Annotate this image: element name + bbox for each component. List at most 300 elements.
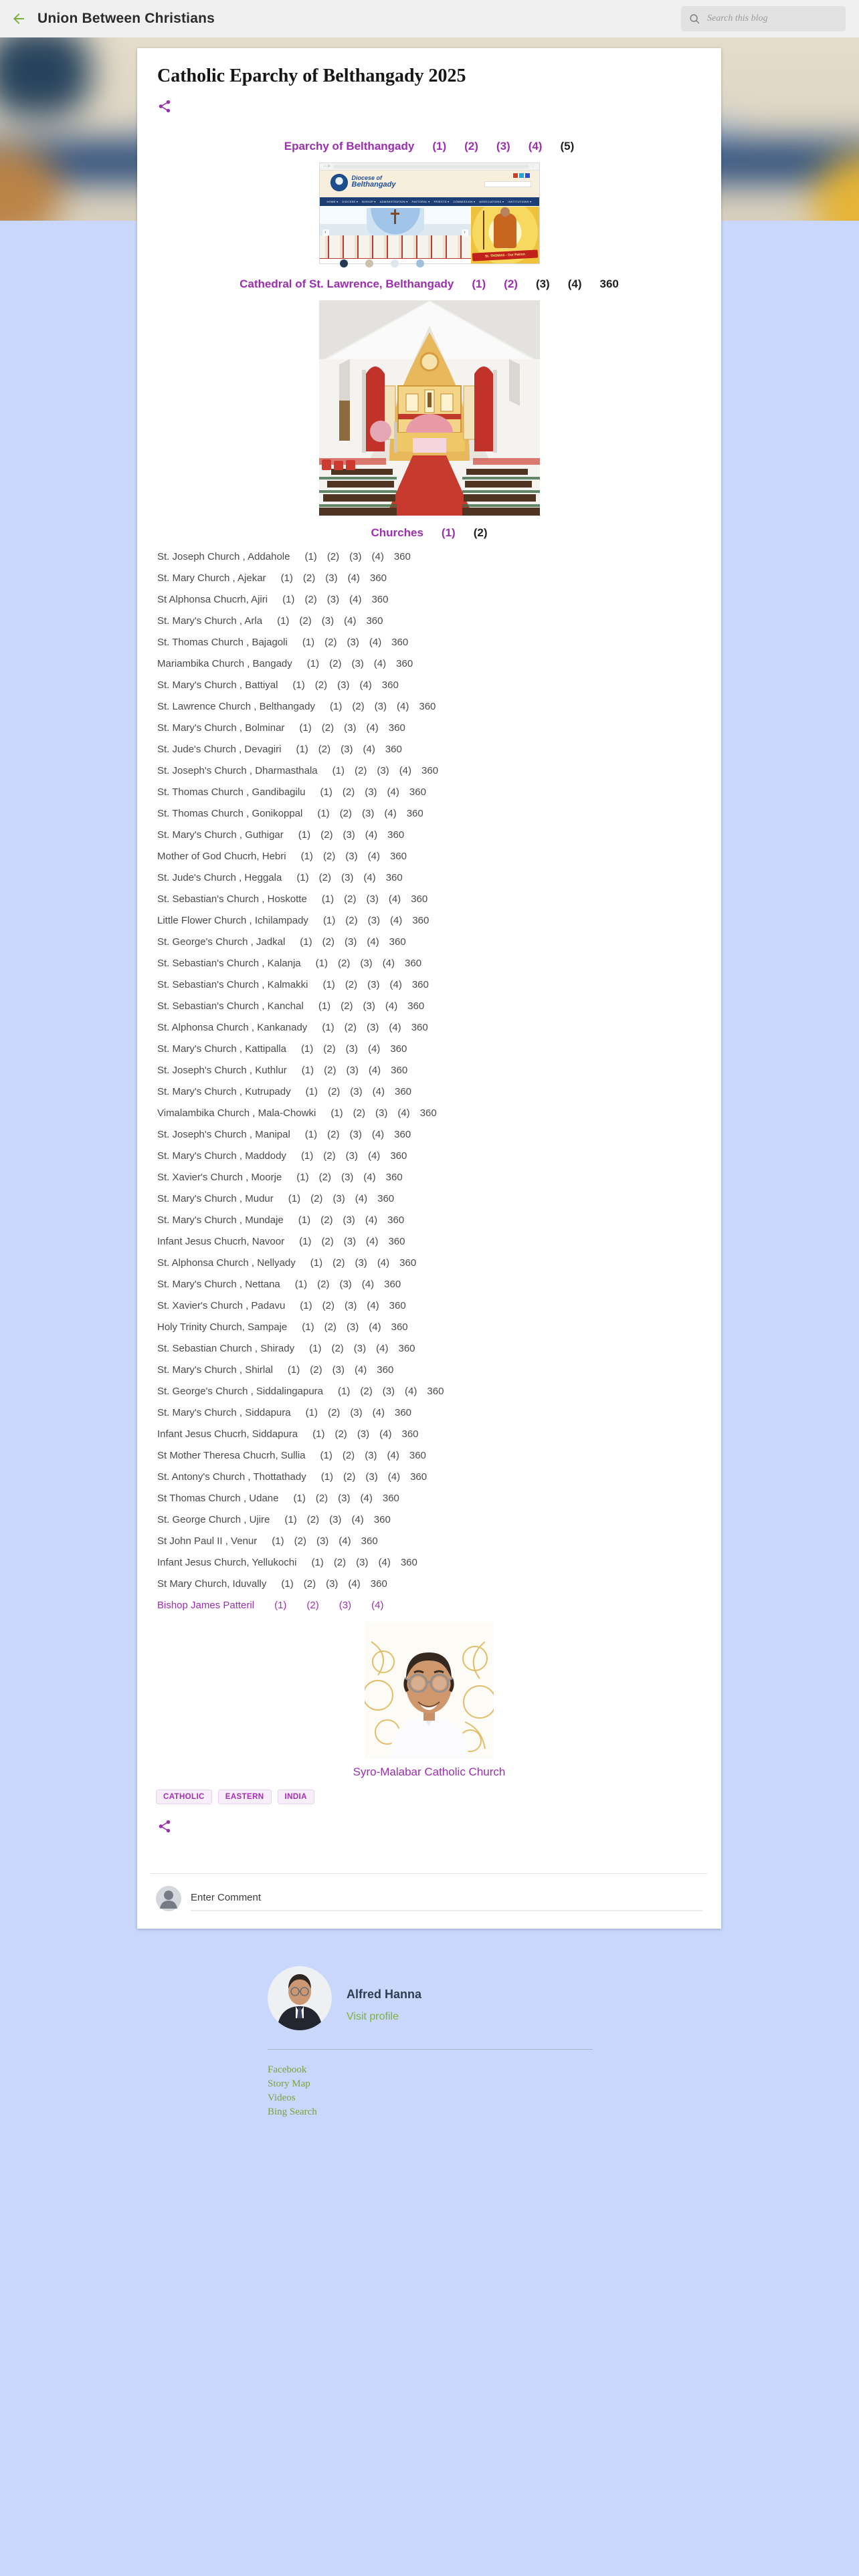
church-numbered-link[interactable]: (4) bbox=[389, 915, 403, 926]
church-numbered-link[interactable]: (4) bbox=[371, 1129, 385, 1140]
church-numbered-link[interactable]: (1) bbox=[294, 1279, 308, 1290]
church-numbered-link[interactable]: (1) bbox=[321, 893, 335, 905]
church-numbered-link[interactable]: 360 bbox=[361, 1535, 378, 1547]
church-numbered-link[interactable]: (4) bbox=[365, 829, 378, 841]
church-numbered-link[interactable]: (1) bbox=[330, 1107, 343, 1119]
church-numbered-link[interactable]: 360 bbox=[366, 615, 383, 627]
church-row bbox=[157, 782, 721, 803]
church-numbered-link[interactable]: (2) bbox=[327, 1086, 341, 1097]
church-numbered-link[interactable]: 360 bbox=[384, 1279, 401, 1290]
church-numbered-link[interactable]: (4) bbox=[376, 1343, 389, 1354]
church-numbered-link[interactable]: (3) bbox=[365, 1471, 378, 1483]
church-numbered-link[interactable]: (2) bbox=[352, 701, 365, 712]
church-numbered-link[interactable]: (4) bbox=[373, 658, 387, 669]
church-numbered-link[interactable]: (2) bbox=[332, 1257, 345, 1269]
eparchy-website-screenshot-image[interactable] bbox=[319, 163, 540, 264]
church-numbered-link[interactable]: (2) bbox=[314, 679, 328, 691]
church-numbered-link[interactable]: 360 bbox=[390, 1150, 407, 1162]
footer-link-facebook[interactable]: Facebook bbox=[268, 2064, 307, 2075]
church-numbered-link[interactable]: (1) bbox=[282, 594, 295, 605]
church-numbered-link[interactable]: (1) bbox=[317, 808, 330, 819]
church-numbered-link[interactable]: (2) bbox=[344, 893, 357, 905]
social-icons bbox=[513, 173, 530, 178]
church-numbered-link[interactable]: (1) bbox=[296, 1172, 309, 1183]
church-numbered-link[interactable]: (4) bbox=[388, 893, 401, 905]
church-numbered-link[interactable]: 360 bbox=[398, 1343, 415, 1354]
church-row bbox=[157, 1402, 721, 1424]
church-numbered-link[interactable]: (2) bbox=[327, 1129, 340, 1140]
church-numbered-link[interactable]: (2) bbox=[355, 765, 367, 776]
church-numbered-link[interactable]: 360 bbox=[387, 829, 405, 841]
bishop-numbered-link[interactable]: (1) bbox=[274, 1600, 287, 1611]
church-numbered-link[interactable]: (3) bbox=[321, 615, 335, 627]
church-numbered-link[interactable]: (1) bbox=[310, 1257, 323, 1269]
numbered-link[interactable]: (2) bbox=[464, 140, 478, 152]
church-numbered-link[interactable]: (2) bbox=[323, 1150, 336, 1162]
church-numbered-link[interactable]: (1) bbox=[280, 572, 293, 584]
numbered-link[interactable]: (4) bbox=[567, 278, 582, 290]
church-numbered-link[interactable]: (4) bbox=[355, 1193, 368, 1204]
church-numbered-link[interactable]: (3) bbox=[343, 1214, 355, 1226]
church-numbered-link[interactable]: 360 bbox=[394, 1086, 412, 1097]
back-button[interactable] bbox=[5, 5, 32, 32]
church-numbered-link[interactable]: (1) bbox=[322, 1022, 335, 1033]
church-numbered-link[interactable]: (2) bbox=[344, 1022, 357, 1033]
church-numbered-link[interactable]: (3) bbox=[375, 1107, 388, 1119]
church-row bbox=[157, 932, 721, 953]
church-numbered-link[interactable]: (3) bbox=[353, 1343, 367, 1354]
church-numbered-link[interactable]: (4) bbox=[363, 1172, 376, 1183]
bishop-link[interactable]: Bishop James Patteril bbox=[157, 1600, 255, 1611]
church-numbered-link[interactable]: (2) bbox=[318, 872, 331, 883]
search-box[interactable] bbox=[681, 6, 846, 31]
church-numbered-link[interactable]: 360 bbox=[419, 1107, 437, 1119]
church-numbered-link[interactable]: (4) bbox=[397, 701, 409, 712]
church-numbered-link[interactable]: (3) bbox=[341, 744, 353, 755]
website-search-field bbox=[484, 181, 531, 187]
church-numbered-link[interactable]: (1) bbox=[320, 1471, 334, 1483]
church-numbered-link[interactable]: (4) bbox=[367, 1043, 381, 1055]
numbered-link[interactable]: (2) bbox=[504, 278, 518, 290]
church-numbered-link[interactable]: (1) bbox=[287, 1364, 300, 1376]
church-numbered-link[interactable]: (3) bbox=[355, 1257, 367, 1269]
church-numbered-link[interactable]: (1) bbox=[300, 1043, 314, 1055]
church-numbered-link[interactable]: (1) bbox=[277, 615, 290, 627]
church-numbered-link[interactable]: (1) bbox=[300, 851, 313, 862]
church-numbered-link[interactable]: (1) bbox=[306, 658, 320, 669]
church-numbered-link[interactable]: 360 bbox=[381, 679, 399, 691]
church-numbered-link[interactable]: (2) bbox=[329, 658, 342, 669]
church-numbered-link[interactable]: (4) bbox=[367, 936, 379, 948]
church-numbered-link[interactable]: 360 bbox=[389, 1300, 406, 1311]
church-numbered-link[interactable]: (2) bbox=[324, 1065, 337, 1076]
church-numbered-link[interactable]: (2) bbox=[324, 637, 337, 648]
church-numbered-link[interactable]: 360 bbox=[400, 1557, 417, 1568]
church-numbered-link[interactable]: (4) bbox=[348, 1578, 361, 1590]
church-numbered-link[interactable]: (2) bbox=[302, 572, 316, 584]
cathedral-photo[interactable] bbox=[319, 300, 540, 516]
church-numbered-link[interactable]: (4) bbox=[384, 808, 397, 819]
church-numbered-link[interactable]: (3) bbox=[356, 1557, 369, 1568]
church-numbered-link[interactable]: 360 bbox=[399, 1257, 417, 1269]
church-numbered-link[interactable]: 360 bbox=[391, 1321, 408, 1333]
church-numbered-link[interactable]: (2) bbox=[321, 722, 335, 734]
church-row bbox=[157, 1146, 721, 1167]
website-nav-item: COMMISSION ▾ bbox=[453, 200, 476, 203]
church-numbered-link[interactable]: (1) bbox=[305, 1086, 318, 1097]
church-numbered-link[interactable]: (3) bbox=[357, 1428, 370, 1440]
church-numbered-link[interactable]: (3) bbox=[344, 1300, 357, 1311]
church-numbered-link[interactable]: 360 bbox=[390, 1043, 407, 1055]
church-numbered-link[interactable]: (2) bbox=[322, 936, 335, 948]
church-numbered-link[interactable]: (1) bbox=[311, 1557, 324, 1568]
church-numbered-link[interactable]: (1) bbox=[305, 1407, 318, 1418]
church-numbered-link[interactable]: 360 bbox=[401, 1428, 419, 1440]
church-numbered-link[interactable]: (4) bbox=[371, 551, 384, 562]
numbered-link[interactable]: (2) bbox=[473, 526, 488, 539]
church-numbered-link[interactable]: (2) bbox=[326, 551, 340, 562]
church-numbered-link[interactable]: (4) bbox=[377, 1257, 390, 1269]
church-numbered-link[interactable]: 360 bbox=[387, 1214, 405, 1226]
numbered-link[interactable]: (1) bbox=[441, 526, 456, 539]
church-numbered-link[interactable]: (4) bbox=[397, 1107, 410, 1119]
church-numbered-link[interactable]: (3) bbox=[363, 1000, 375, 1012]
church-numbered-link[interactable]: (3) bbox=[343, 1236, 357, 1247]
church-numbered-link[interactable]: (1) bbox=[272, 1535, 284, 1547]
church-numbered-link[interactable]: (1) bbox=[296, 872, 309, 883]
numbered-link[interactable]: (5) bbox=[560, 140, 575, 152]
church-numbered-link[interactable]: (3) bbox=[367, 979, 380, 990]
church-numbered-link[interactable]: (1) bbox=[288, 1193, 301, 1204]
church-name: St. Lawrence Church , Belthangady bbox=[157, 701, 315, 712]
heading-link-churches[interactable]: Churches bbox=[371, 526, 423, 539]
church-numbered-link[interactable]: (2) bbox=[345, 915, 358, 926]
church-numbered-link[interactable]: (2) bbox=[322, 851, 336, 862]
author-avatar[interactable] bbox=[268, 1966, 332, 2030]
church-numbered-link[interactable]: (2) bbox=[341, 1000, 353, 1012]
website-nav-item: INSTITUTIONS ▾ bbox=[508, 200, 532, 203]
church-numbered-link[interactable]: (1) bbox=[300, 1150, 314, 1162]
church-numbered-link[interactable]: (4) bbox=[385, 1000, 398, 1012]
church-numbered-link[interactable]: (2) bbox=[331, 1343, 344, 1354]
church-numbered-link[interactable]: (4) bbox=[389, 1022, 401, 1033]
church-numbered-link[interactable]: (4) bbox=[369, 1321, 381, 1333]
church-numbered-link[interactable]: (2) bbox=[323, 1043, 336, 1055]
church-numbered-link[interactable]: (1) bbox=[315, 958, 328, 969]
share-button[interactable] bbox=[157, 99, 172, 116]
church-numbered-link[interactable]: (3) bbox=[345, 1043, 358, 1055]
church-numbered-link[interactable]: (3) bbox=[362, 808, 375, 819]
church-numbered-link[interactable]: 360 bbox=[421, 765, 439, 776]
church-numbered-link[interactable]: (4) bbox=[368, 1065, 381, 1076]
church-numbered-link[interactable]: 360 bbox=[393, 551, 411, 562]
church-numbered-link[interactable]: 360 bbox=[369, 572, 387, 584]
church-numbered-link[interactable]: 360 bbox=[411, 893, 428, 905]
church-numbered-link[interactable]: 360 bbox=[427, 1386, 444, 1397]
church-numbered-link[interactable]: (4) bbox=[405, 1386, 417, 1397]
label-chip-india[interactable]: INDIA bbox=[278, 1790, 314, 1804]
church-numbered-link[interactable]: 360 bbox=[371, 594, 389, 605]
church-numbered-link[interactable]: (1) bbox=[299, 1236, 312, 1247]
church-numbered-link[interactable]: (2) bbox=[324, 1321, 337, 1333]
church-numbered-link[interactable]: (1) bbox=[300, 936, 312, 948]
church-numbered-link[interactable]: (4) bbox=[369, 637, 382, 648]
numbered-link[interactable]: (1) bbox=[472, 278, 486, 290]
church-numbered-link[interactable]: 360 bbox=[412, 915, 430, 926]
church-numbered-link[interactable]: (3) bbox=[345, 851, 358, 862]
church-name: St. Thomas Church , Gonikoppal bbox=[157, 808, 303, 819]
church-numbered-link[interactable]: 360 bbox=[411, 1022, 428, 1033]
church-numbered-link[interactable]: (4) bbox=[367, 1150, 381, 1162]
church-numbered-link[interactable]: (2) bbox=[321, 1236, 334, 1247]
church-numbered-link[interactable]: (3) bbox=[344, 936, 357, 948]
church-numbered-link[interactable]: 360 bbox=[391, 1065, 408, 1076]
church-numbered-link[interactable]: (4) bbox=[366, 1236, 379, 1247]
church-numbered-link[interactable]: 360 bbox=[394, 1129, 411, 1140]
church-numbered-link[interactable]: 360 bbox=[385, 744, 402, 755]
church-numbered-link[interactable]: (4) bbox=[399, 765, 412, 776]
church-row bbox=[157, 718, 721, 739]
church-numbered-link[interactable]: (2) bbox=[320, 1214, 333, 1226]
church-numbered-link[interactable]: (2) bbox=[343, 1471, 356, 1483]
church-numbered-link[interactable]: (4) bbox=[367, 851, 380, 862]
church-numbered-link[interactable]: 360 bbox=[385, 1172, 403, 1183]
church-numbered-link[interactable]: (3) bbox=[341, 1172, 354, 1183]
church-numbered-link[interactable]: (1) bbox=[309, 1343, 322, 1354]
church-numbered-link[interactable]: (3) bbox=[365, 1450, 377, 1461]
church-numbered-link[interactable]: (3) bbox=[346, 1065, 359, 1076]
church-numbered-link[interactable]: (2) bbox=[303, 1578, 316, 1590]
church-numbered-link[interactable]: (4) bbox=[361, 1279, 375, 1290]
church-numbered-link[interactable]: (4) bbox=[389, 979, 402, 990]
church-numbered-link[interactable]: (4) bbox=[359, 679, 372, 691]
church-numbered-link[interactable]: (4) bbox=[349, 594, 362, 605]
church-numbered-link[interactable]: (3) bbox=[350, 1086, 363, 1097]
church-numbered-link[interactable]: (4) bbox=[354, 1364, 367, 1376]
church-numbered-link[interactable]: (3) bbox=[374, 701, 387, 712]
church-numbered-link[interactable]: 360 bbox=[382, 1493, 399, 1504]
church-numbered-link[interactable]: (2) bbox=[353, 1107, 365, 1119]
church-numbered-link[interactable]: (4) bbox=[344, 615, 357, 627]
church-numbered-link[interactable]: (1) bbox=[302, 637, 315, 648]
church-numbered-link[interactable]: (4) bbox=[372, 1086, 385, 1097]
church-numbered-link[interactable]: (1) bbox=[299, 722, 312, 734]
church-numbered-link[interactable]: (1) bbox=[329, 701, 343, 712]
church-numbered-link[interactable]: (2) bbox=[310, 1364, 322, 1376]
bishop-numbered-link[interactable]: (3) bbox=[339, 1600, 352, 1611]
church-name: Infant Jesus Chucrh, Navoor bbox=[157, 1236, 285, 1247]
church-numbered-link[interactable]: 360 bbox=[377, 1364, 394, 1376]
church-numbered-link[interactable]: (2) bbox=[360, 1386, 373, 1397]
church-numbered-link[interactable]: (3) bbox=[343, 829, 355, 841]
church-numbered-link[interactable]: 360 bbox=[389, 851, 407, 862]
church-numbered-link[interactable]: (3) bbox=[351, 658, 364, 669]
church-numbered-link[interactable]: (4) bbox=[372, 1407, 385, 1418]
church-numbered-link[interactable]: (1) bbox=[322, 915, 336, 926]
blog-title[interactable]: Union Between Christians bbox=[37, 11, 215, 26]
church-numbered-link[interactable]: (3) bbox=[349, 551, 362, 562]
church-numbered-link[interactable]: (3) bbox=[366, 893, 379, 905]
church-numbered-link[interactable]: (1) bbox=[298, 1214, 311, 1226]
church-numbered-link[interactable]: (1) bbox=[281, 1578, 294, 1590]
church-numbered-link[interactable]: 360 bbox=[405, 958, 422, 969]
church-numbered-link[interactable]: (3) bbox=[350, 1407, 363, 1418]
church-numbered-link[interactable]: (3) bbox=[365, 786, 377, 798]
church-numbered-link[interactable]: (4) bbox=[367, 1300, 379, 1311]
church-numbered-link[interactable]: (2) bbox=[345, 979, 358, 990]
church-numbered-link[interactable]: (3) bbox=[332, 1193, 345, 1204]
church-numbered-link[interactable]: 360 bbox=[411, 979, 429, 990]
church-row bbox=[157, 1060, 721, 1081]
heading-link-eparchy[interactable]: Eparchy of Belthangady bbox=[284, 140, 415, 152]
church-numbered-link[interactable]: (2) bbox=[304, 594, 317, 605]
footer-link-videos[interactable]: Videos bbox=[268, 2092, 296, 2103]
church-row bbox=[157, 1231, 721, 1253]
numbered-link[interactable]: (1) bbox=[432, 140, 447, 152]
church-numbered-link[interactable]: (4) bbox=[387, 1471, 401, 1483]
church-numbered-link[interactable]: (2) bbox=[338, 958, 351, 969]
church-numbered-link[interactable]: (1) bbox=[338, 1386, 351, 1397]
church-numbered-link[interactable]: (1) bbox=[302, 1321, 314, 1333]
church-numbered-link[interactable]: (3) bbox=[339, 1279, 352, 1290]
church-numbered-link[interactable]: (1) bbox=[320, 1450, 332, 1461]
church-numbered-link[interactable]: (1) bbox=[293, 1493, 306, 1504]
church-numbered-link[interactable]: (4) bbox=[347, 572, 360, 584]
church-numbered-link[interactable]: (2) bbox=[320, 829, 333, 841]
church-numbered-link[interactable]: (3) bbox=[325, 572, 338, 584]
church-numbered-link[interactable]: (4) bbox=[382, 958, 395, 969]
church-numbered-link[interactable]: 360 bbox=[385, 872, 403, 883]
label-chip-eastern[interactable]: EASTERN bbox=[218, 1790, 272, 1804]
numbered-link[interactable]: (3) bbox=[535, 278, 550, 290]
church-numbered-link[interactable]: 360 bbox=[377, 1193, 395, 1204]
church-row bbox=[157, 846, 721, 867]
church-numbered-link[interactable]: (3) bbox=[332, 1364, 345, 1376]
church-numbered-link[interactable]: (4) bbox=[363, 872, 376, 883]
church-numbered-link[interactable]: (4) bbox=[365, 1214, 378, 1226]
church-numbered-link[interactable]: (2) bbox=[339, 808, 353, 819]
heading-link-cathedral[interactable]: Cathedral of St. Lawrence, Belthangady bbox=[240, 278, 454, 290]
numbered-link[interactable]: (4) bbox=[528, 140, 543, 152]
church-numbered-link[interactable]: (1) bbox=[318, 1000, 331, 1012]
church-numbered-link[interactable]: (2) bbox=[318, 744, 331, 755]
church-numbered-link[interactable]: (3) bbox=[345, 1150, 358, 1162]
church-numbered-link[interactable]: 360 bbox=[389, 936, 406, 948]
bishop-numbered-link[interactable]: (4) bbox=[371, 1600, 384, 1611]
church-numbered-link[interactable]: (1) bbox=[301, 1065, 314, 1076]
bishop-photo[interactable] bbox=[365, 1622, 494, 1759]
church-numbered-link[interactable]: (2) bbox=[342, 786, 355, 798]
church-numbered-link[interactable]: (4) bbox=[379, 1428, 392, 1440]
church-numbered-link[interactable]: (3) bbox=[341, 872, 354, 883]
footer-link-story-map[interactable]: Story Map bbox=[268, 2078, 310, 2089]
church-numbered-link[interactable]: (4) bbox=[360, 1493, 373, 1504]
numbered-link[interactable]: (3) bbox=[496, 140, 510, 152]
website-icon-strip bbox=[320, 259, 471, 263]
church-numbered-link[interactable]: (2) bbox=[310, 1193, 323, 1204]
church-numbered-link[interactable]: (2) bbox=[315, 1493, 328, 1504]
church-numbered-link[interactable]: (1) bbox=[332, 765, 345, 776]
church-numbered-link[interactable]: (3) bbox=[337, 679, 350, 691]
church-numbered-link[interactable]: 360 bbox=[395, 1407, 412, 1418]
church-numbered-link[interactable]: (3) bbox=[367, 915, 380, 926]
church-numbered-link[interactable]: (3) bbox=[329, 1514, 342, 1525]
church-numbered-link[interactable]: (1) bbox=[284, 1514, 297, 1525]
church-numbered-link[interactable]: (2) bbox=[322, 1300, 335, 1311]
comment-input[interactable]: Enter Comment bbox=[191, 1887, 702, 1911]
church-numbered-link[interactable]: 360 bbox=[410, 1471, 427, 1483]
church-numbered-link[interactable]: (1) bbox=[312, 1428, 325, 1440]
church-numbered-link[interactable]: (2) bbox=[327, 1407, 341, 1418]
church-numbered-link[interactable]: 360 bbox=[388, 1236, 405, 1247]
bishop-numbered-link[interactable]: (2) bbox=[306, 1600, 319, 1611]
church-numbered-link[interactable]: (2) bbox=[333, 1557, 347, 1568]
church-numbered-link[interactable]: 360 bbox=[419, 701, 436, 712]
church-numbered-link[interactable]: 360 bbox=[370, 1578, 387, 1590]
church-numbered-link[interactable]: (1) bbox=[320, 786, 332, 798]
church-numbered-link[interactable]: (3) bbox=[346, 1321, 359, 1333]
church-numbered-link[interactable]: 360 bbox=[407, 1000, 425, 1012]
church-numbered-link[interactable]: (3) bbox=[349, 1129, 362, 1140]
numbered-link[interactable]: 360 bbox=[599, 278, 619, 290]
church-numbered-link[interactable]: (4) bbox=[366, 722, 379, 734]
church-numbered-link[interactable]: 360 bbox=[409, 786, 426, 798]
church-numbered-link[interactable]: 360 bbox=[388, 722, 405, 734]
church-numbered-link[interactable]: (4) bbox=[387, 1450, 399, 1461]
church-numbered-link[interactable]: (4) bbox=[339, 1535, 351, 1547]
church-numbered-link[interactable]: (4) bbox=[387, 786, 399, 798]
church-numbered-link[interactable]: (1) bbox=[292, 679, 305, 691]
church-numbered-link[interactable]: (1) bbox=[298, 829, 311, 841]
church-numbered-link[interactable]: 360 bbox=[396, 658, 413, 669]
church-numbered-link[interactable]: (1) bbox=[296, 744, 308, 755]
church-numbered-link[interactable]: (3) bbox=[377, 765, 389, 776]
church-numbered-link[interactable]: (3) bbox=[344, 722, 357, 734]
church-numbered-link[interactable]: (2) bbox=[306, 1514, 320, 1525]
label-chip-catholic[interactable]: CATHOLIC bbox=[156, 1790, 212, 1804]
church-numbered-link[interactable]: (3) bbox=[326, 594, 340, 605]
church-numbered-link[interactable]: (2) bbox=[317, 1279, 330, 1290]
church-numbered-link[interactable]: (4) bbox=[351, 1514, 364, 1525]
church-numbered-link[interactable]: (3) bbox=[382, 1386, 395, 1397]
visit-profile-link[interactable]: Visit profile bbox=[347, 2011, 399, 2022]
church-numbered-link[interactable]: 360 bbox=[406, 808, 423, 819]
church-numbered-link[interactable]: (1) bbox=[304, 551, 317, 562]
church-numbered-link[interactable]: (3) bbox=[360, 958, 373, 969]
share-button-bottom[interactable] bbox=[157, 1819, 172, 1836]
church-numbered-link[interactable]: 360 bbox=[373, 1514, 391, 1525]
church-numbered-link[interactable]: (2) bbox=[335, 1428, 347, 1440]
church-numbered-link[interactable]: (3) bbox=[347, 637, 359, 648]
church-numbered-link[interactable]: (3) bbox=[326, 1578, 339, 1590]
church-numbered-link[interactable]: 360 bbox=[391, 637, 409, 648]
church-numbered-link[interactable]: (4) bbox=[378, 1557, 391, 1568]
church-numbered-link[interactable]: (2) bbox=[342, 1450, 355, 1461]
church-numbered-link[interactable]: 360 bbox=[409, 1450, 426, 1461]
church-numbered-link[interactable]: (1) bbox=[304, 1129, 318, 1140]
church-numbered-link[interactable]: (2) bbox=[318, 1172, 331, 1183]
church-numbered-link[interactable]: (3) bbox=[316, 1535, 329, 1547]
church-numbered-link[interactable]: (3) bbox=[338, 1493, 351, 1504]
church-numbered-link[interactable]: (3) bbox=[367, 1022, 379, 1033]
church-numbered-link[interactable]: (2) bbox=[299, 615, 312, 627]
church-numbered-link[interactable]: (1) bbox=[300, 1300, 312, 1311]
footer-link-bing-search[interactable]: Bing Search bbox=[268, 2107, 317, 2117]
church-numbered-link[interactable]: (2) bbox=[294, 1535, 306, 1547]
church-numbered-link[interactable]: (1) bbox=[322, 979, 335, 990]
church-numbered-link[interactable]: (4) bbox=[363, 744, 375, 755]
caption-link[interactable]: Syro-Malabar Catholic Church bbox=[353, 1765, 506, 1778]
